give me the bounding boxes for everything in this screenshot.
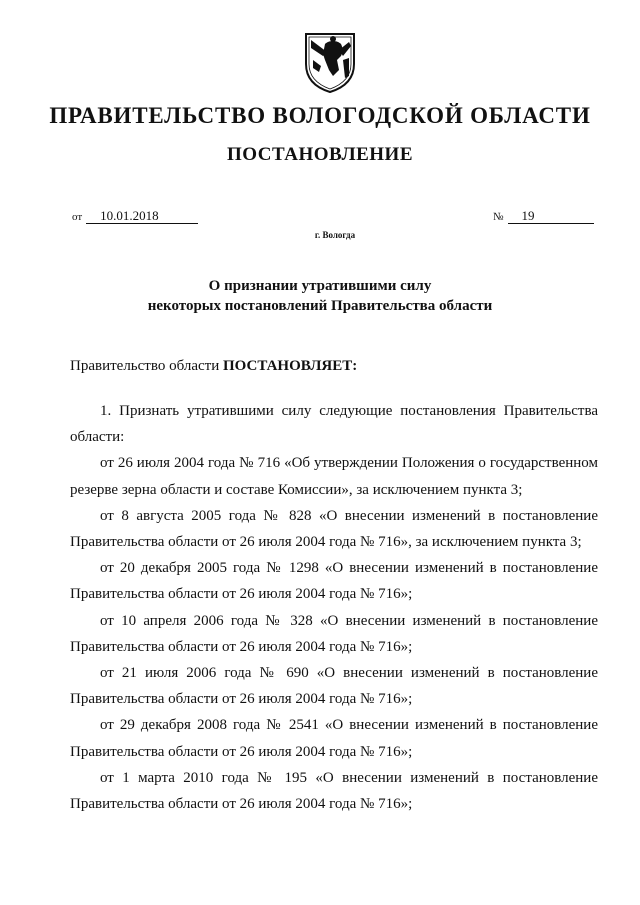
subject-line-1: О признании утратившими силу [208,278,432,294]
body-paragraph: от 20 декабря 2005 года № 1298 «О внесении изменений в постановление Правительства области от 26 июля 2004 года № 716»; [70,560,598,603]
preamble [70,358,357,375]
government-title: ПРАВИТЕЛЬСТВО ВОЛОГОДСКОЙ ОБЛАСТИ [49,103,591,128]
preamble-text: Правительство области [70,358,220,374]
city-label: г. Вологда [314,230,356,240]
body-paragraph: от 10 апреля 2006 года № 328 «О внесении изменений в постановление Правительства области от 26 июля 2004 года № 716»; [70,612,598,655]
date-prefix: от [72,211,83,223]
body-paragraph: 1. Признать утратившими силу следующие постановления Правительства области: [70,403,598,446]
body-paragraph: от 8 августа 2005 года № 828 «О внесении изменений в постановление Правительства области от 26 июля 2004 года № 716», за исключением пункта 3; [70,507,598,551]
document-body [70,398,598,817]
document-type-title: ПОСТАНОВЛЕНИЕ [226,144,414,165]
body-paragraph: от 1 марта 2010 года № 195 «О внесении изменений в постановление Правительства области от 26 июля 2004 года № 716»; [70,769,598,813]
body-paragraph: от 29 декабря 2008 года № 2541 «О внесении изменений в постановление Правительства области от 26 июля 2004 года № 716»; [70,717,598,760]
document-date [72,208,198,224]
document-number [493,208,594,224]
date-value: 10.01.2018 [86,209,198,224]
body-paragraph: от 21 июля 2006 года № 690 «О внесении изменений в постановление Правительства области от 26 июля 2004 года № 716»; [70,665,598,708]
number-prefix: № [493,211,504,223]
preamble-emphasis: ПОСТАНОВЛЯЕТ: [222,358,358,374]
body-paragraph: от 26 июля 2004 года № 716 «Об утверждении Положения о государственном резерве зерна области и составе Комиссии», за исключением пункта 3; [70,455,598,498]
subject-line-2: некоторых постановлений Правительства области [147,298,493,314]
vologda-coat-of-arms-icon [303,30,357,94]
number-value: 19 [508,209,594,224]
document-subject [0,276,640,316]
